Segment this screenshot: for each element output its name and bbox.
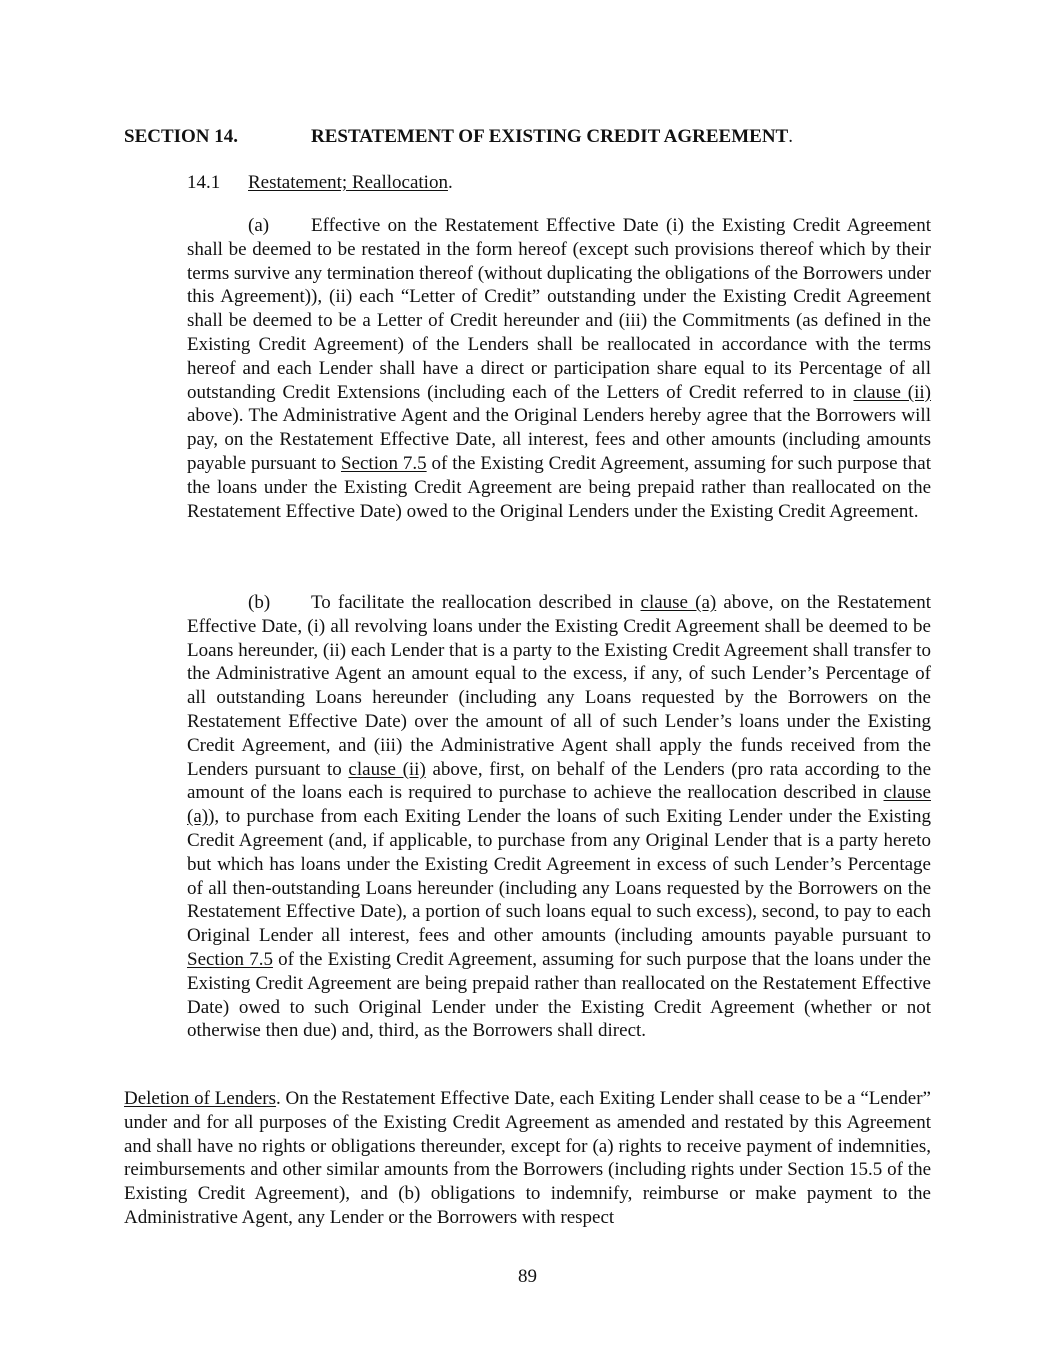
cross-reference-clause-a: clause (a) — [640, 592, 717, 613]
paragraph-b-text-3: above, first, on behalf of the Lenders (pro rata according to the amount of the loans each is required to purchase to achieve the reallocation described in — [187, 758, 932, 804]
page-number: 89 — [518, 1266, 537, 1287]
cross-reference-clause-ii: clause (ii) — [853, 381, 932, 403]
paragraph-deletion-of-lenders — [124, 1087, 931, 1230]
paragraph-b-text-4: ), to purchase from each Exiting Lender the loans of such Exiting Lender under the Existing Credit Agreement (and, if applicable, to purchase from any Original Lender that is a party hereto but which has loans under the Existing Credit Agreement in excess of such Lender’s Percentage of all then-outstanding Loans hereunder (including any Loans requested by the Borrowers on the Restatement Effective Date), a portion of such loans equal to such excess), second, to pay to each Original Lender all interest, fees and other amounts (including amounts payable pursuant to — [187, 806, 931, 947]
paragraph-b-label: (b) — [248, 592, 271, 613]
paragraph-a-text-1: Effective on the Restatement Effective Date (i) the Existing Credit Agreement shall be deemed to be restated in the form hereof (except such provisions thereof which by their terms survive any termination thereof (without duplicating the obligations of the Borrowers under this Agreement)), (ii) each “Letter of Credit” outstanding under the Existing Credit Agreement shall be deemed to be a Letter of Credit hereunder and (iii) the Commitments (as defined in the Existing Credit Agreement) of the Lenders shall be reallocated in accordance with the terms hereof and each Lender shall have a direct or participation share equal to its Percentage of all outstanding Credit Extensions (including each of the Letters of Credit referred to in — [187, 215, 931, 403]
paragraph-a-text-3: of the Existing Credit Agreement, assuming for such purpose that the loans under the Existing Credit Agreement are being prepaid rather than reallocated on the Restatement Effective Date) owed to the Original Lenders under the Existing Credit Agreement. — [187, 452, 931, 522]
deletion-of-lenders-text: . On the Restatement Effective Date, each Exiting Lender shall cease to be a “Lender” under and for all purposes of the Existing Credit Agreement as amended and restated by this Agreement and shall have no rights or obligations thereunder, except for (a) rights to receive payment of indemnities, reimbursements and other similar amounts from the Borrowers (including rights under Section 15.5 of the Existing Credit Agreement), and (b) obligations to indemnify, reimburse or make payment to the Administrative Agent, any Lender or the Borrowers with respect — [124, 1088, 931, 1228]
cross-reference-clause-ii: clause (ii) — [348, 758, 426, 780]
cross-reference-section-7-5: Section 7.5 — [187, 948, 273, 970]
deletion-of-lenders-heading: Deletion of Lenders — [124, 1088, 276, 1109]
section-title: RESTATEMENT OF EXISTING CREDIT AGREEMENT — [311, 126, 789, 147]
paragraph-a — [187, 214, 931, 523]
paragraph-b-text-2: above, on the Restatement Effective Date, (i) all revolving loans under the Existing Credit Agreement shall be deemed to be Loans hereunder, (ii) each Lender that is a party to the Existing Credit Agreement shall transfer to the Administrative Agent an amount equal to the excess, if any, of such Lender’s Percentage of all outstanding Loans hereunder (including any Loans requested by the Borrowers on the Restatement Effective Date) over the amount of all of such Lender’s loans under the Existing Credit Agreement, and (iii) the Administrative Agent shall apply the funds received from the Lenders pursuant to — [187, 592, 932, 780]
subsection-heading — [187, 170, 453, 196]
cross-reference-clause-a: clause (a) — [187, 782, 931, 828]
paragraph-b-text-5: of the Existing Credit Agreement, assuming for such purpose that the loans under the Existing Credit Agreement are being prepaid rather than reallocated on the Restatement Effective Date) owed to such Original Lender under the Existing Credit Agreement (whether or not otherwise then due) and, third, as the Borrowers shall direct. — [187, 948, 931, 1042]
paragraph-a-text-2: above). The Administrative Agent and the Original Lenders hereby agree that the Borrowers will pay, on the Restatement Effective Date, all interest, fees and other amounts (including amounts payable pursuant to — [187, 405, 931, 474]
paragraph-b — [187, 591, 931, 1043]
section-title-period: . — [788, 126, 793, 147]
subsection-title-period: . — [447, 172, 453, 193]
cross-reference-section-7-5: Section 7.5 — [340, 452, 427, 474]
subsection-title: Restatement; Reallocation — [248, 172, 448, 193]
subsection-number: 14.1 — [187, 172, 221, 193]
paragraph-b-text-1: To facilitate the reallocation described in — [311, 592, 641, 613]
section-heading — [124, 124, 934, 150]
section-number: SECTION 14. — [124, 126, 239, 147]
paragraph-a-label: (a) — [248, 215, 270, 236]
